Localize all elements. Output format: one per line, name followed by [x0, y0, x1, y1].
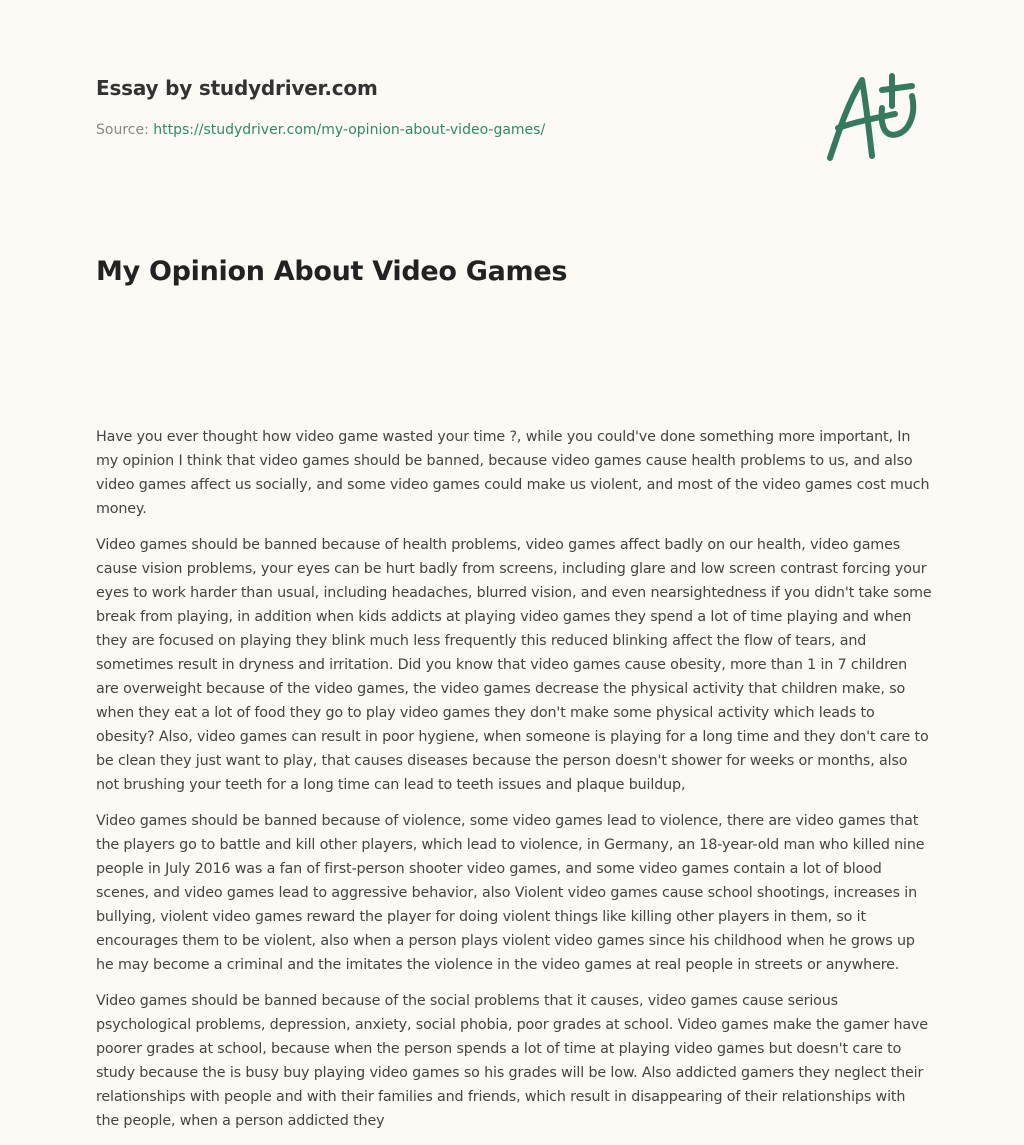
paragraph: Video games should be banned because of health problems, video games affect badly on our health, video games cause vision problems, your eyes can be hurt badly from screens, including glare and low screen contrast forcing your eyes to work harder than usual, including headaches, blurred vision, and even nearsightedness if you didn't take some break from playing, in addition when kids addicts at playing video games they spend a lot of time playing and when they are focused on playing they blink much less frequently this reduced blinking affect the flow of tears, and sometimes result in dryness and irritation. Did you know that video games cause obesity, more than 1 in 7 children are overweight because of the video games, the video games decrease the physical activity that children make, so when they eat a lot of food they go to play video games they don't make some physical activity which leads to obesity? Also, video games can result in poor hygiene, when someone is playing for a long time and they don't care to be clean they just want to play, that causes diseases because the person doesn't shower for weeks or months, also not brushing your teeth for a long time can lead to teeth issues and plaque buildup,	[96, 537, 932, 793]
header	[96, 76, 545, 138]
brand-title: Essay by studydriver.com	[96, 76, 378, 100]
essay-body	[96, 425, 932, 1145]
essay-title: My Opinion About Video Games	[96, 256, 568, 287]
source-line	[96, 122, 545, 138]
paragraph: Video games should be banned because of the social problems that it causes, video games cause serious psychological problems, depression, anxiety, social phobia, poor grades at school. Video games make the gamer have poorer grades at school, because when the person spends a lot of time at playing video games but doesn't care to study because the is busy buy playing video games so his grades will be low. Also addicted gamers they neglect their relationships with people and with their families and friends, which result in disappearing of their relationships with the people, when a person addicted they	[96, 993, 928, 1129]
source-link[interactable]: https://studydriver.com/my-opinion-about-video-games/	[153, 122, 546, 138]
source-label: Source:	[96, 122, 149, 138]
paragraph: Video games should be banned because of violence, some video games lead to violence, there are video games that the players go to battle and kill other players, which lead to violence, in Germany, an 18-year-old man who killed nine people in July 2016 was a fan of first-person shooter video games, and some video games contain a lot of blood scenes, and video games lead to aggressive behavior, also Violent video games cause school shootings, increases in bullying, violent video games reward the player for doing violent things like killing other players in them, so it encourages them to be violent, also when a person plays violent video games since his childhood when he grows up he may become a criminal and the imitates the violence in the video games at real people in streets or anywhere.	[96, 813, 925, 973]
a-plus-logo-icon	[820, 68, 930, 168]
paragraph: Have you ever thought how video game wasted your time ?, while you could've done something more important, In my opinion I think that video games should be banned, because video games cause health problems to us, and also video games affect us socially, and some video games could make us violent, and most of the video games cost much money.	[96, 429, 930, 517]
